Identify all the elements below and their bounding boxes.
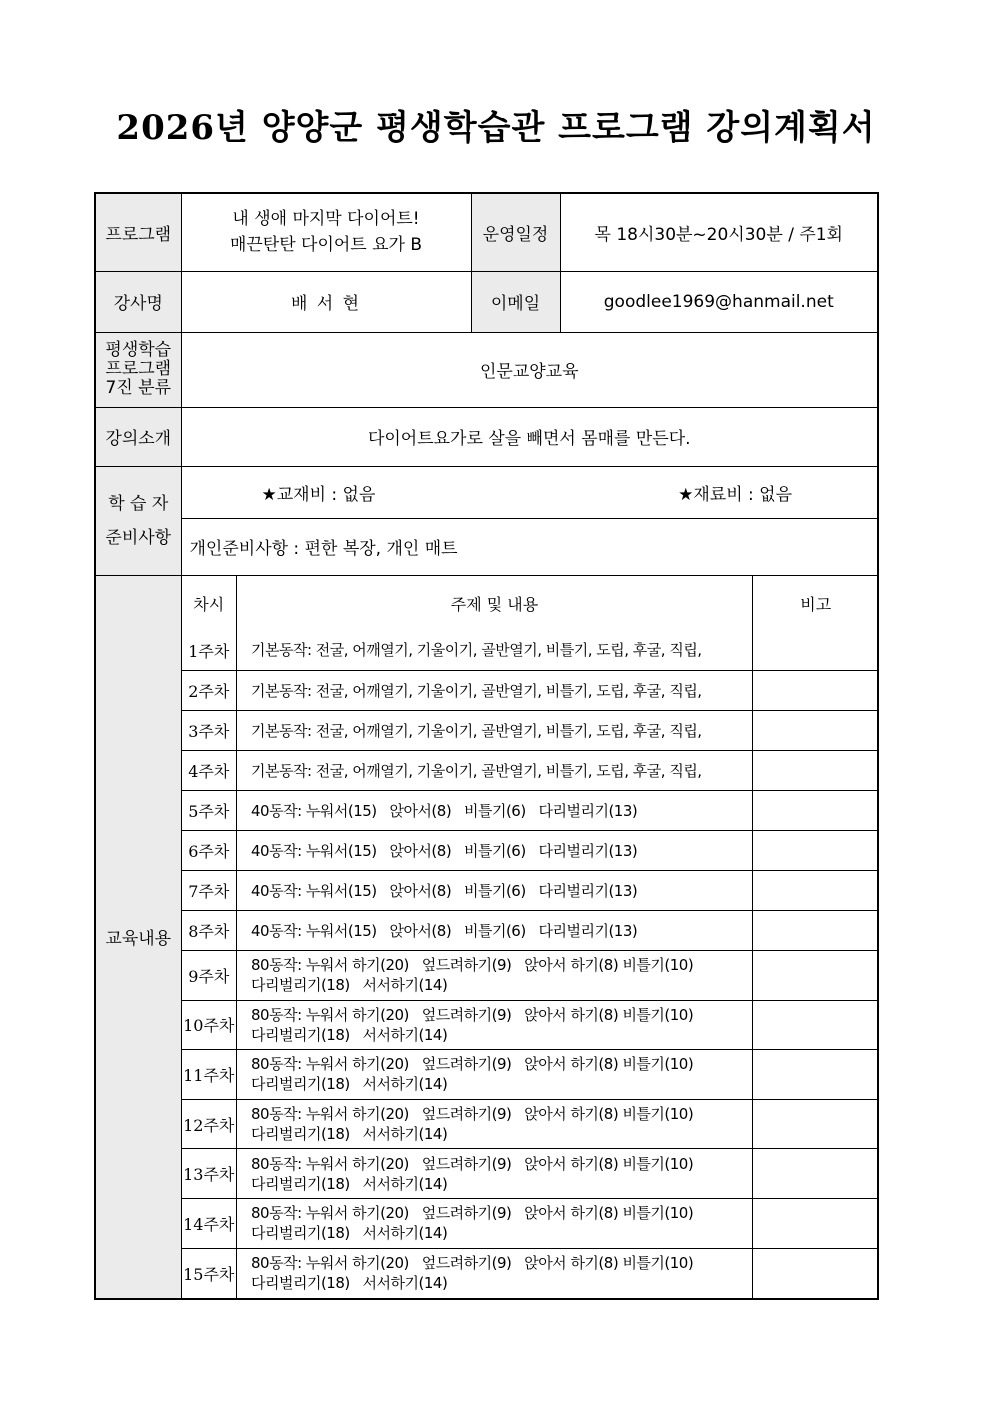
schedule-label: 운영일정 xyxy=(471,193,560,271)
schedule-value: 목 18시30분~20시30분 / 주1회 xyxy=(560,193,878,271)
instructor-name: 배 서 현 xyxy=(181,271,471,332)
content-cell xyxy=(237,1000,753,1050)
note-cell xyxy=(753,791,879,831)
week-cell: 7주차 xyxy=(182,871,237,911)
content-line1: 80동작: 누워서 하기(20) 엎드려하기(9) 앉아서 하기(8) 비틀기(10) xyxy=(251,1204,694,1223)
schedule-row xyxy=(182,751,879,791)
content-line1: 80동작: 누워서 하기(20) 엎드려하기(9) 앉아서 하기(8) 비틀기(10) xyxy=(251,1055,694,1074)
content-label: 교육내용 xyxy=(95,575,181,1299)
week-cell: 3주차 xyxy=(182,711,237,751)
schedule-row xyxy=(182,631,879,671)
prep-label-line1: 학 습 자 xyxy=(108,493,169,514)
content-cell xyxy=(237,1248,753,1298)
schedule-table-cell xyxy=(181,575,878,1299)
header-note: 비고 xyxy=(753,576,879,631)
schedule-row xyxy=(182,791,879,831)
content-cell xyxy=(237,871,753,911)
content-cell xyxy=(237,1149,753,1199)
header-topic: 주제 및 내용 xyxy=(237,576,753,631)
content-line2: 다리벌리기(18) 서서하기(14) xyxy=(251,1274,448,1293)
content-cell xyxy=(237,631,753,671)
schedule-row xyxy=(182,911,879,951)
note-cell xyxy=(753,911,879,951)
content-line1: 기본동작: 전굴, 어깨열기, 기울이기, 골반열기, 비틀기, 도립, 후굴, 직립, xyxy=(251,761,702,780)
content-line1: 기본동작: 전굴, 어깨열기, 기울이기, 골반열기, 비틀기, 도립, 후굴, 직립, xyxy=(251,681,702,700)
schedule-header-row xyxy=(182,576,879,631)
schedule-row xyxy=(182,1198,879,1248)
week-cell: 13주차 xyxy=(182,1149,237,1199)
lecture-plan-table xyxy=(94,192,879,1300)
week-cell: 15주차 xyxy=(182,1248,237,1298)
note-cell xyxy=(753,631,879,671)
personal-prep: 개인준비사항 : 편한 복장, 개인 매트 xyxy=(181,518,878,575)
content-line1: 80동작: 누워서 하기(20) 엎드려하기(9) 앉아서 하기(8) 비틀기(10) xyxy=(251,1154,694,1173)
category-label-line1: 평생학습 xyxy=(105,340,172,360)
content-line2: 다리벌리기(18) 서서하기(14) xyxy=(251,1075,448,1094)
note-cell xyxy=(753,711,879,751)
prep-label xyxy=(95,466,181,575)
header-session: 차시 xyxy=(182,576,237,631)
content-cell xyxy=(237,791,753,831)
content-cell xyxy=(237,1099,753,1149)
content-line1: 40동작: 누워서(15) 앉아서(8) 비틀기(6) 다리벌리기(13) xyxy=(251,881,638,900)
content-line1: 기본동작: 전굴, 어깨열기, 기울이기, 골반열기, 비틀기, 도립, 후굴, 직립, xyxy=(251,721,702,740)
content-line1: 80동작: 누워서 하기(20) 엎드려하기(9) 앉아서 하기(8) 비틀기(10) xyxy=(251,956,694,975)
content-line2: 다리벌리기(18) 서서하기(14) xyxy=(251,1125,448,1144)
instructor-label: 강사명 xyxy=(95,271,181,332)
content-line1: 40동작: 누워서(15) 앉아서(8) 비틀기(6) 다리벌리기(13) xyxy=(251,801,638,820)
email-label: 이메일 xyxy=(471,271,560,332)
content-cell xyxy=(237,911,753,951)
content-line1: 80동작: 누워서 하기(20) 엎드려하기(9) 앉아서 하기(8) 비틀기(10) xyxy=(251,1105,694,1124)
category-label-line2: 프로그램 xyxy=(105,359,172,379)
note-cell xyxy=(753,1099,879,1149)
content-line2: 다리벌리기(18) 서서하기(14) xyxy=(251,976,448,995)
content-cell xyxy=(237,671,753,711)
schedule-row xyxy=(182,951,879,1001)
week-cell: 4주차 xyxy=(182,751,237,791)
note-cell xyxy=(753,1248,879,1298)
note-cell xyxy=(753,831,879,871)
schedule-row xyxy=(182,1050,879,1100)
fees-row xyxy=(181,466,878,518)
content-cell xyxy=(237,831,753,871)
content-line1: 80동작: 누워서 하기(20) 엎드려하기(9) 앉아서 하기(8) 비틀기(10) xyxy=(251,1005,694,1024)
note-cell xyxy=(753,1198,879,1248)
schedule-row xyxy=(182,871,879,911)
week-cell: 10주차 xyxy=(182,1000,237,1050)
note-cell xyxy=(753,871,879,911)
program-name-line1: 내 생애 마지막 다이어트! xyxy=(232,209,420,230)
content-cell xyxy=(237,1050,753,1100)
content-line2: 다리벌리기(18) 서서하기(14) xyxy=(251,1025,448,1044)
category-value: 인문교양교육 xyxy=(181,332,878,407)
week-cell: 6주차 xyxy=(182,831,237,871)
page-title: 2026년 양양군 평생학습관 프로그램 강의계획서 xyxy=(116,108,876,148)
prep-label-line2: 준비사항 xyxy=(105,527,172,548)
note-cell xyxy=(753,1050,879,1100)
week-cell: 11주차 xyxy=(182,1050,237,1100)
content-line1: 기본동작: 전굴, 어깨열기, 기울이기, 골반열기, 비틀기, 도립, 후굴, 직립, xyxy=(251,641,702,660)
week-cell: 14주차 xyxy=(182,1198,237,1248)
note-cell xyxy=(753,951,879,1001)
category-label xyxy=(95,332,181,407)
week-cell: 1주차 xyxy=(182,631,237,671)
content-line1: 40동작: 누워서(15) 앉아서(8) 비틀기(6) 다리벌리기(13) xyxy=(251,841,638,860)
schedule-row xyxy=(182,711,879,751)
note-cell xyxy=(753,671,879,711)
schedule-row xyxy=(182,671,879,711)
week-cell: 5주차 xyxy=(182,791,237,831)
program-name-line2: 매끈탄탄 다이어트 요가 B xyxy=(229,235,423,256)
week-cell: 2주차 xyxy=(182,671,237,711)
content-line2: 다리벌리기(18) 서서하기(14) xyxy=(251,1174,448,1193)
email-value: goodlee1969@hanmail.net xyxy=(560,271,878,332)
schedule-table xyxy=(182,576,879,1298)
note-cell xyxy=(753,1000,879,1050)
content-cell xyxy=(237,751,753,791)
schedule-row xyxy=(182,1248,879,1298)
intro-label: 강의소개 xyxy=(95,407,181,466)
schedule-row xyxy=(182,1149,879,1199)
note-cell xyxy=(753,1149,879,1199)
content-line1: 80동작: 누워서 하기(20) 엎드려하기(9) 앉아서 하기(8) 비틀기(10) xyxy=(251,1254,694,1273)
material-fee: ★재료비 : 없음 xyxy=(678,484,792,505)
week-cell: 9주차 xyxy=(182,951,237,1001)
note-cell xyxy=(753,751,879,791)
intro-value: 다이어트요가로 살을 빼면서 몸매를 만든다. xyxy=(181,407,878,466)
textbook-fee: ★교재비 : 없음 xyxy=(261,484,376,505)
week-cell: 8주차 xyxy=(182,911,237,951)
content-cell xyxy=(237,951,753,1001)
content-line1: 40동작: 누워서(15) 앉아서(8) 비틀기(6) 다리벌리기(13) xyxy=(251,921,638,940)
program-label: 프로그램 xyxy=(95,193,181,271)
category-label-line3: 7진 분류 xyxy=(105,378,171,398)
schedule-row xyxy=(182,1099,879,1149)
content-line2: 다리벌리기(18) 서서하기(14) xyxy=(251,1224,448,1243)
schedule-row xyxy=(182,831,879,871)
content-cell xyxy=(237,711,753,751)
program-name xyxy=(181,193,471,271)
week-cell: 12주차 xyxy=(182,1099,237,1149)
content-cell xyxy=(237,1198,753,1248)
schedule-row xyxy=(182,1000,879,1050)
